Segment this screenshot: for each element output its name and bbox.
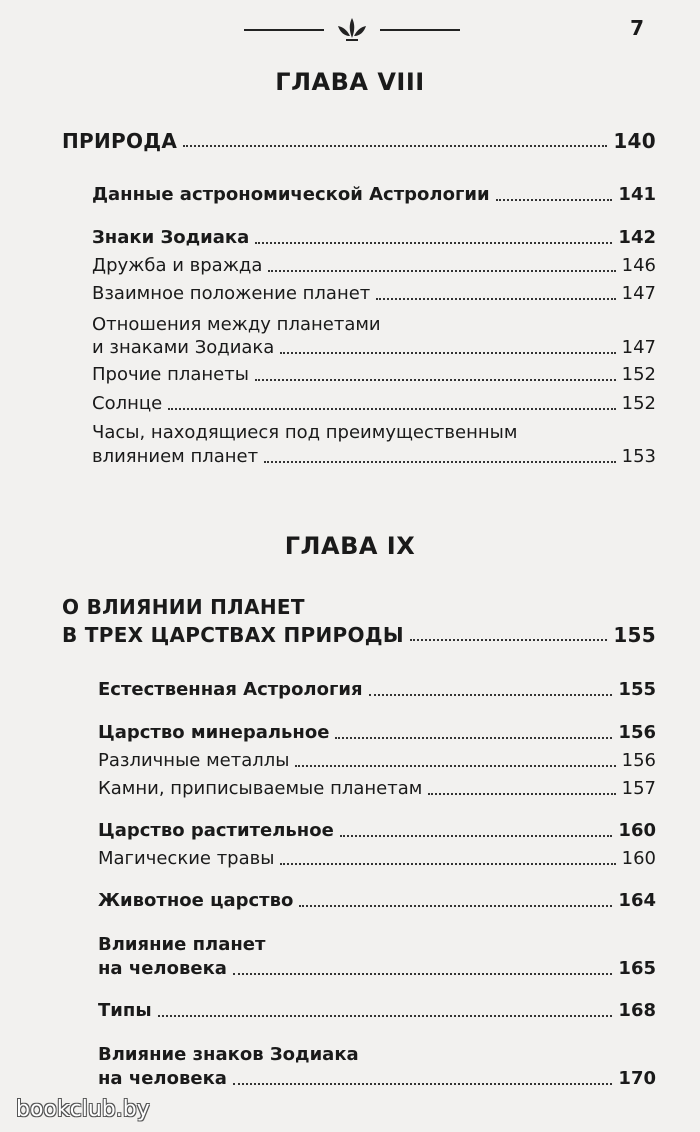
toc-entry[interactable]: Царство растительное 160 [98, 820, 656, 841]
dot-leader [233, 1083, 612, 1085]
ornament-line-left [244, 29, 324, 31]
chapter-9-title: ГЛАВА IX [284, 532, 416, 560]
dot-leader [295, 765, 615, 767]
dot-leader [264, 461, 616, 463]
toc-entry[interactable]: Дружба и вражда 146 [92, 255, 656, 276]
dot-leader [376, 298, 615, 300]
toc-entry[interactable]: Солнце 152 [92, 393, 656, 414]
dot-leader [299, 905, 612, 907]
dot-leader [428, 793, 615, 795]
chapter-8-title: ГЛАВА VIII [275, 68, 425, 96]
dot-leader [369, 694, 613, 696]
ornament-icon [332, 14, 372, 44]
toc-entry[interactable]: влиянием планет 153 [92, 446, 656, 467]
toc-entry-line1: Отношения между планетами [92, 314, 381, 335]
toc-entry[interactable]: Знаки Зодиака 142 [92, 227, 656, 248]
toc-entry[interactable]: Царство минеральное 156 [98, 722, 656, 743]
dot-leader [335, 737, 612, 739]
dot-leader [168, 408, 615, 410]
toc-section-line1: О ВЛИЯНИИ ПЛАНЕТ [62, 595, 305, 619]
dot-leader [255, 242, 612, 244]
toc-entry-line1: Часы, находящиеся под преимущественным [92, 422, 518, 443]
toc-entry[interactable]: Данные астрономической Астрологии 141 [92, 184, 656, 205]
toc-entry[interactable]: Естественная Астрология 155 [98, 679, 656, 700]
toc-entry[interactable]: Различные металлы 156 [98, 750, 656, 771]
toc-entry[interactable]: Прочие планеты 152 [92, 364, 656, 385]
toc-entry[interactable]: на человека 170 [98, 1068, 656, 1089]
toc-page: 140 [613, 129, 656, 153]
toc-entry[interactable]: Взаимное положение планет 147 [92, 283, 656, 304]
toc-entry-line1: Влияние планет [98, 934, 266, 955]
toc-entry[interactable]: Камни, приписываемые планетам 157 [98, 778, 656, 799]
toc-entry[interactable]: Магические травы 160 [98, 848, 656, 869]
toc-entry[interactable]: Животное царство 164 [98, 890, 656, 911]
toc-entry[interactable]: Типы 168 [98, 1000, 656, 1021]
dot-leader [255, 379, 616, 381]
toc-section-priroda[interactable] [62, 130, 656, 152]
toc-section-title: ПРИРОДА [62, 129, 178, 153]
dot-leader [280, 352, 615, 354]
toc-entry-line1: Влияние знаков Зодиака [98, 1044, 359, 1065]
dot-leader [340, 835, 613, 837]
ornament-line-right [380, 29, 460, 31]
dot-leader [280, 863, 615, 865]
toc-section-vliyanie[interactable]: В ТРЕХ ЦАРСТВАХ ПРИРОДЫ 155 [62, 623, 656, 647]
dot-leader [183, 145, 607, 147]
dot-leader [233, 973, 612, 975]
page-number: 7 [630, 16, 644, 40]
toc-entry[interactable]: на человека 165 [98, 958, 656, 979]
dot-leader [496, 199, 613, 201]
dot-leader [410, 639, 607, 641]
watermark: bookclub.by [16, 1097, 150, 1122]
dot-leader [268, 270, 615, 272]
dot-leader [158, 1015, 613, 1017]
toc-entry[interactable]: и знаками Зодиака 147 [92, 337, 656, 358]
